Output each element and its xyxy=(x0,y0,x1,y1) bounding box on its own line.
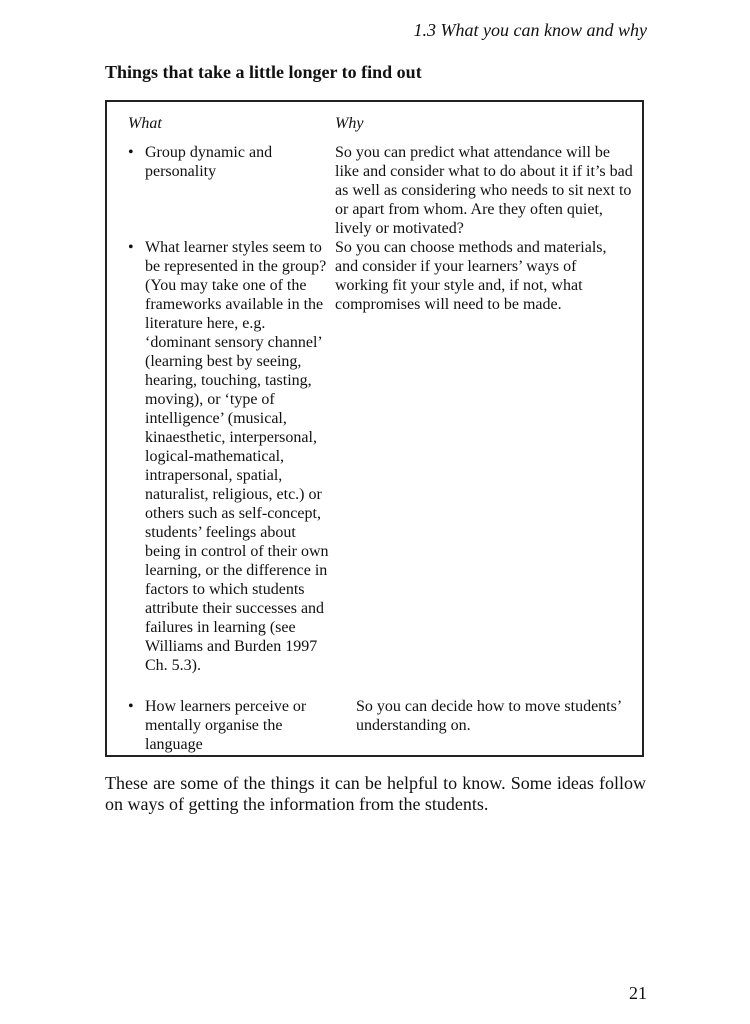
table-row-3-what xyxy=(128,697,333,754)
what-cell-text: What learner styles seem to be represented in the group? (You may take one of the frameworks available in the literature here, e.g. ‘dominant sensory channel’ (learning best by seeing, hearing, touching, tasting, moving), or ‘type of intelligence’ (musical, kinaesthetic, interpersonal, logical-mathematical, intrapersonal, spatial, naturalist, religious, etc.) or others such as self-concept, students’ feelings about being in control of their own learning, or the difference in factors to which students attribute their successes and failures in learning (see Williams and Burden 1997 Ch. 5.3). xyxy=(145,239,329,674)
table-row-1-what xyxy=(128,143,333,181)
bullet-icon: • xyxy=(128,698,134,715)
bullet-icon: • xyxy=(128,239,134,256)
table-row-3-why: So you can decide how to move students’ understanding on. xyxy=(356,698,621,734)
body-paragraph: These are some of the things it can be helpful to know. Some ideas follow on ways of getting the information from the students. xyxy=(105,773,646,814)
section-heading: Things that take a little longer to find out xyxy=(105,62,422,82)
what-cell-text: Group dynamic and personality xyxy=(145,144,273,180)
bullet-icon: • xyxy=(128,144,134,161)
running-head: 1.3 What you can know and why xyxy=(413,20,647,40)
what-why-table xyxy=(105,100,644,757)
table-row-2-why: So you can choose methods and materials, and consider if your learners’ ways of working fit your style and, if not, what compromises will need to be made. xyxy=(335,239,607,313)
table-row-1-why: So you can predict what attendance will be like and consider what to do about it if it’s bad as well as considering who needs to sit next to or apart from whom. Are they often quiet, lively or motivated? xyxy=(335,144,633,237)
what-cell-text: How learners perceive or mentally organise the language xyxy=(145,698,307,753)
table-row-2-what xyxy=(128,238,333,675)
column-header-what: What xyxy=(128,115,162,132)
page-number: 21 xyxy=(629,983,647,1003)
column-header-why: Why xyxy=(335,115,364,132)
